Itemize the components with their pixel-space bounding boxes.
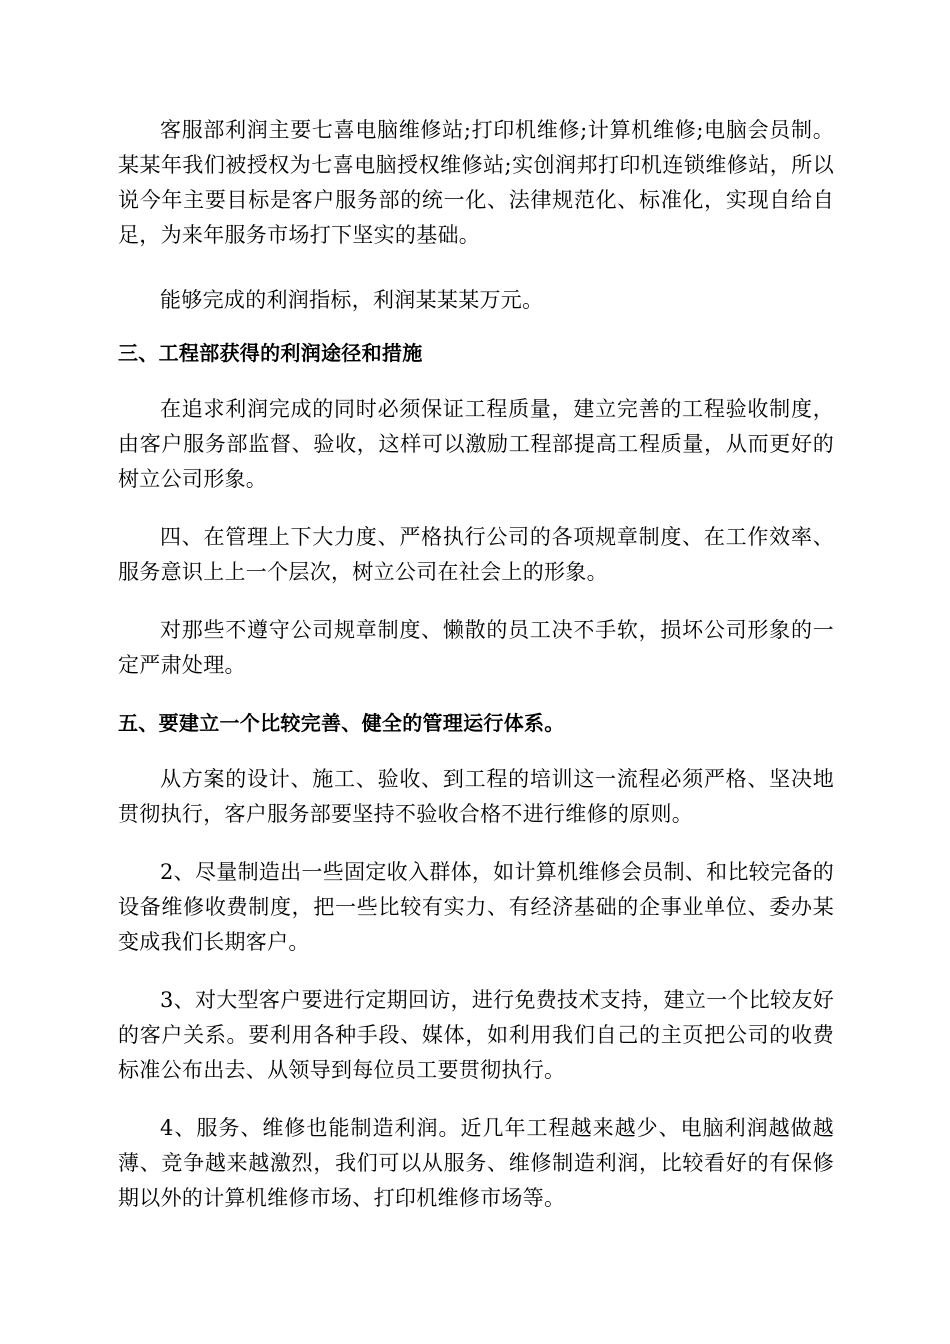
- paragraph-fixed-income-clients: 2、尽量制造出一些固定收入群体，如计算机维修会员制、和比较完备的设备维修收费制度，把一些比较有实力、有经济基础的企事业单位、委办某变成我们长期客户。: [118, 860, 834, 954]
- section-heading-engineering-profit: 三、工程部获得的利润途径和措施: [118, 341, 423, 365]
- paragraph-management-rules: 四、在管理上下大力度、严格执行公司的各项规章制度、在工作效率、服务意识上上一个层次，树立公司在社会上的形象。: [118, 525, 834, 584]
- paragraph-engineering-quality: 在追求利润完成的同时必须保证工程质量，建立完善的工程验收制度，由客户服务部监督、验收，这样可以激励工程部提高工程质量，从而更好的树立公司形象。: [118, 397, 834, 491]
- paragraph-discipline: 对那些不遵守公司规章制度、懒散的员工决不手软，损坏公司形象的一定严肃处理。: [118, 618, 834, 677]
- paragraph-customer-service-profit: 客服部利润主要七喜电脑维修站;打印机维修;计算机维修;电脑会员制。某某年我们被授权为七喜电脑授权维修站;实创润邦打印机连锁维修站，所以说今年主要目标是客户服务部的统一化、法律规范化、标准化，实现自给自足，为来年服务市场打下坚实的基础。: [118, 118, 834, 247]
- section-heading-management-system: 五、要建立一个比较完善、健全的管理运行体系。: [118, 711, 565, 735]
- paragraph-profit-target: 能够完成的利润指标，利润某某某万元。: [160, 288, 544, 312]
- paragraph-process-execution: 从方案的设计、施工、验收、到工程的培训这一流程必须严格、坚决地贯彻执行，客户服务部要坚持不验收合格不进行维修的原则。: [118, 767, 834, 826]
- paragraph-client-visits: 3、对大型客户要进行定期回访，进行免费技术支持，建立一个比较友好的客户关系。要利用各种手段、媒体，如利用我们自己的主页把公司的收费标准公布出去、从领导到每位员工要贯彻执行。: [118, 988, 834, 1082]
- paragraph-service-profit: 4、服务、维修也能制造利润。近几年工程越来越少、电脑利润越做越薄、竞争越来越激烈，我们可以从服务、维修制造利润，比较看好的有保修期以外的计算机维修市场、打印机维修市场等。: [118, 1116, 834, 1210]
